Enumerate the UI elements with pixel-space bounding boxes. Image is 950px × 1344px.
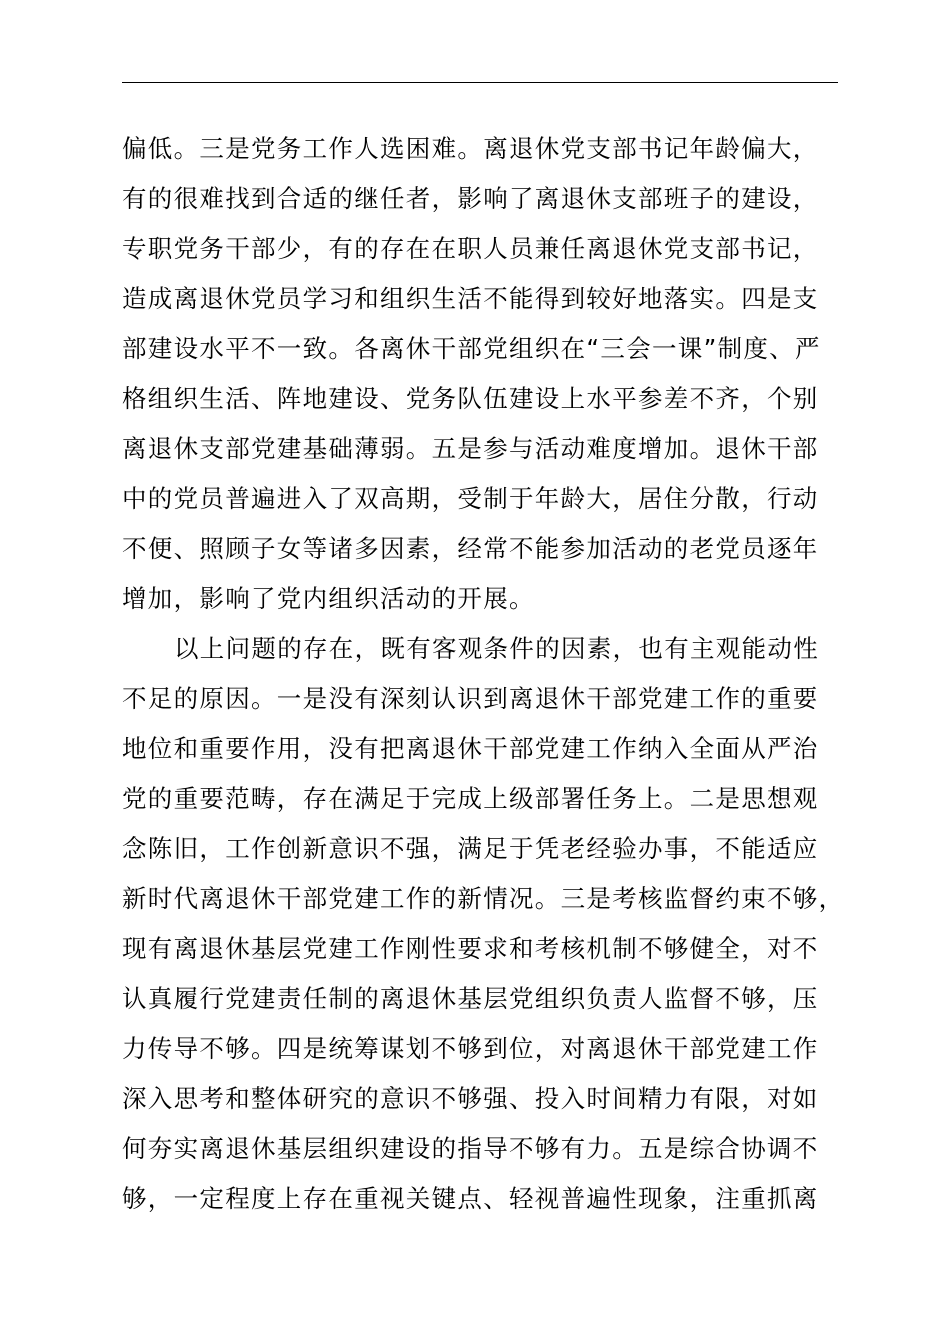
text-line: 认真履行党建责任制的离退休基层党组织负责人监督不够，压	[122, 984, 819, 1013]
text-line: 何夯实离退休基层组织建设的指导不够有力。五是综合协调不	[122, 1134, 819, 1163]
text-line: 部建设水平不一致。各离休干部党组织在“三会一课”制度、严	[122, 334, 821, 363]
text-line: 党的重要范畴，存在满足于完成上级部署任务上。二是思想观	[122, 784, 819, 813]
text-line: 深入思考和整体研究的意识不够强、投入时间精力有限，对如	[122, 1084, 819, 1113]
text-line: 地位和重要作用，没有把离退休干部党建工作纳入全面从严治	[122, 734, 819, 763]
text-line: 中的党员普遍进入了双高期，受制于年龄大，居住分散，行动	[122, 484, 819, 513]
text-line: 念陈旧，工作创新意识不强，满足于凭老经验办事，不能适应	[122, 834, 819, 863]
text-line: 现有离退休基层党建工作刚性要求和考核机制不够健全，对不	[122, 934, 819, 963]
text-line: 新时代离退休干部党建工作的新情况。三是考核监督约束不够，	[122, 884, 845, 913]
text-line: 不足的原因。一是没有深刻认识到离退休干部党建工作的重要	[122, 684, 819, 713]
text-line: 偏低。三是党务工作人选困难。离退休党支部书记年龄偏大，	[122, 134, 819, 163]
text-line: 够，一定程度上存在重视关键点、轻视普遍性现象，注重抓离	[122, 1184, 819, 1213]
text-line: 增加，影响了党内组织活动的开展。	[122, 584, 535, 613]
body-text	[122, 124, 882, 1224]
text-line: 格组织生活、阵地建设、党务队伍建设上水平参差不齐，个别	[122, 384, 819, 413]
text-line: 有的很难找到合适的继任者，影响了离退休支部班子的建设，	[122, 184, 819, 213]
paragraph-first-line: 以上问题的存在，既有客观条件的因素，也有主观能动性	[174, 634, 819, 663]
header-rule	[122, 82, 838, 83]
text-line: 专职党务干部少，有的存在在职人员兼任离退休党支部书记，	[122, 234, 819, 263]
text-line: 力传导不够。四是统筹谋划不够到位，对离退休干部党建工作	[122, 1034, 819, 1063]
text-line: 造成离退休党员学习和组织生活不能得到较好地落实。四是支	[122, 284, 819, 313]
text-line: 离退休支部党建基础薄弱。五是参与活动难度增加。退休干部	[122, 434, 819, 463]
text-line: 不便、照顾子女等诸多因素，经常不能参加活动的老党员逐年	[122, 534, 819, 563]
